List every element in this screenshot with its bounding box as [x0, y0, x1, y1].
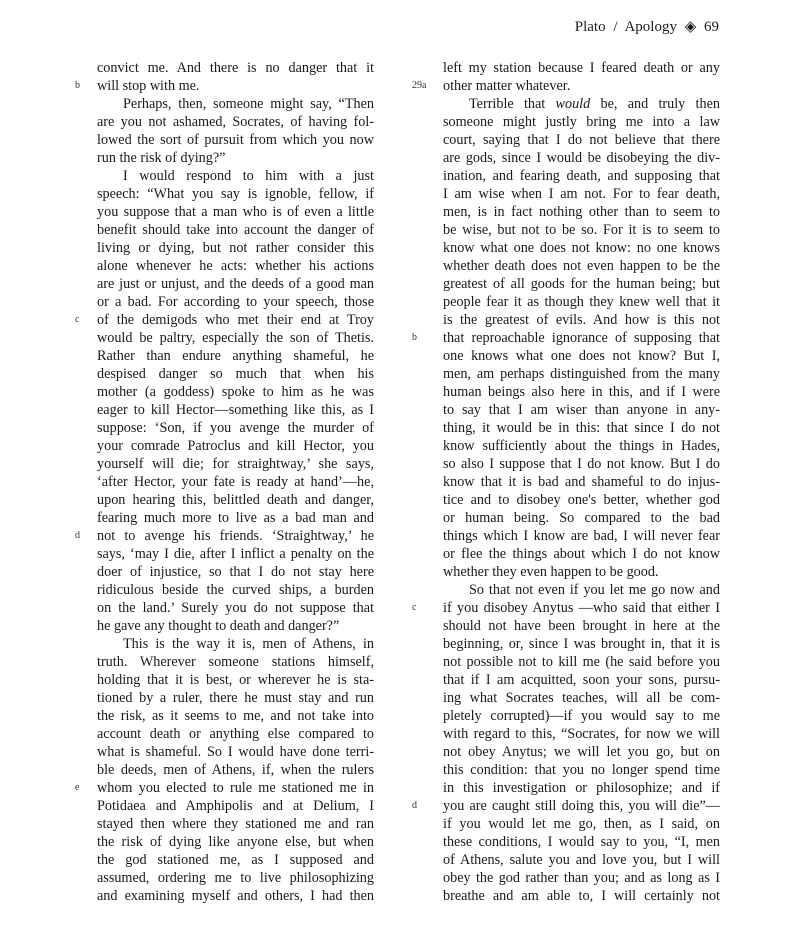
text-line — [97, 437, 374, 455]
text-line — [443, 545, 720, 563]
text-line — [97, 761, 374, 779]
text-line — [97, 113, 374, 131]
text-line — [443, 761, 720, 779]
line-text: ‘after Hector, your fate is ready at hand’—he, — [97, 474, 374, 490]
text-line — [443, 725, 720, 743]
line-text: are you not ashamed, Socrates, of having fol- — [97, 114, 374, 130]
text-line — [443, 743, 720, 761]
line-text: know sufficiently about the things in Hades, — [443, 438, 720, 454]
line-text: living or dying, but not rather consider this — [97, 240, 374, 256]
line-text: is the greatest of evils. And how is this not — [443, 312, 720, 328]
text-line — [443, 221, 720, 239]
line-text: I would respond to him with a just — [123, 168, 374, 184]
text-line — [97, 149, 374, 167]
line-text: So that not even if you let me go now and — [469, 582, 720, 598]
text-line — [443, 851, 720, 869]
line-text: that if I am acquitted, soon your sons, pursu- — [443, 672, 720, 688]
text-line — [97, 491, 374, 509]
text-line — [97, 185, 374, 203]
text-line — [443, 833, 720, 851]
line-text: to say that I am wiser than anyone in any- — [443, 402, 720, 418]
line-text: the risk of dying like anyone else, but when — [97, 834, 374, 850]
line-text: not obey Anytus; we will let you go, but on — [443, 744, 720, 760]
text-line — [443, 509, 720, 527]
text-line — [97, 707, 374, 725]
line-text: your comrade Patroclus and kill Hector, you — [97, 438, 374, 454]
text-line — [97, 671, 374, 689]
line-text: with regard to this, “Socrates, for now we will — [443, 726, 720, 742]
line-text: that reproachable ignorance of supposing that — [443, 330, 720, 346]
line-text: run the risk of dying?” — [97, 150, 226, 166]
text-line — [443, 437, 720, 455]
line-text: Potidaea and Amphipolis and at Delium, I — [97, 798, 374, 814]
line-text: despised danger so much that when his — [97, 366, 374, 382]
line-text: so also I suppose that I do not know. But I do — [443, 456, 720, 472]
line-text: human beings also here in this, and if I were — [443, 384, 720, 400]
line-text: men, am perhaps distinguished from the many — [443, 366, 720, 382]
line-text: suppose: ‘Son, if you avenge the murder of — [97, 420, 374, 436]
text-line — [443, 311, 720, 329]
stephanus-marker: b — [75, 80, 80, 91]
emphasis: would — [555, 96, 591, 112]
line-text: know that it is bad and shameful to do injus- — [443, 474, 720, 490]
line-text: other matter whatever. — [443, 78, 571, 94]
line-text: of the demigods who met their end at Troy — [97, 312, 374, 328]
text-line — [97, 275, 374, 293]
stephanus-marker: 29a — [412, 80, 427, 91]
text-line — [97, 563, 374, 581]
text-line — [412, 599, 720, 617]
text-line — [443, 491, 720, 509]
line-text: or human being. So compared to the bad — [443, 510, 720, 526]
text-line — [97, 653, 374, 671]
line-text: tioned by a ruler, there he must stay and run — [97, 690, 374, 706]
text-line — [97, 221, 374, 239]
right-text-column — [412, 59, 720, 905]
text-line — [97, 59, 374, 77]
text-line — [97, 797, 374, 815]
text-line — [97, 239, 374, 257]
text-line — [97, 383, 374, 401]
text-line — [97, 635, 374, 653]
text-line — [97, 419, 374, 437]
text-line — [443, 239, 720, 257]
text-line — [443, 869, 720, 887]
line-text: mother (a goddess) spoke to him as he was — [97, 384, 374, 400]
line-text: obey the god rather than you; and as long as I — [443, 870, 720, 886]
line-text: one knows what one does not know? But I, — [443, 348, 720, 364]
line-text: and examining myself and others, I had then — [97, 888, 374, 904]
line-text: assumed, ordering me to live philosophizing — [97, 870, 374, 886]
line-text: are gods, since I would be disobeying the div- — [443, 150, 720, 166]
text-line — [443, 203, 720, 221]
text-line — [75, 77, 374, 95]
line-text: court, saying that I do not believe that there — [443, 132, 720, 148]
text-line — [97, 293, 374, 311]
line-text: if you disobey Anytus —who said that either I — [443, 600, 720, 616]
line-text: he gave any thought to death and danger?” — [97, 618, 340, 634]
text-line — [97, 581, 374, 599]
text-line — [97, 455, 374, 473]
text-line — [97, 815, 374, 833]
text-line — [443, 689, 720, 707]
stephanus-marker: e — [75, 782, 80, 793]
line-text: upon hearing this, belittled death and danger, — [97, 492, 374, 508]
line-text: men, is in fact nothing other than to seem to — [443, 204, 720, 220]
text-line — [443, 581, 720, 599]
line-text: fearing much more to live as a bad man and — [97, 510, 374, 526]
line-text: Rather than endure anything shameful, he — [97, 348, 374, 364]
text-line — [443, 779, 720, 797]
header-ornament-icon: ◈ — [684, 19, 697, 35]
text-line — [443, 617, 720, 635]
text-line — [97, 617, 374, 635]
line-text: will stop with me. — [97, 78, 200, 94]
text-line — [97, 887, 374, 905]
line-text: not possible not to kill me (he said before you — [443, 654, 720, 670]
text-line — [75, 311, 374, 329]
line-text: in this investigation or philosophize; and if — [443, 780, 720, 796]
line-text: whom you elected to rule me stationed me in — [97, 780, 374, 796]
text-line — [443, 347, 720, 365]
line-text: Perhaps, then, someone might say, “Then — [123, 96, 374, 112]
text-line — [97, 725, 374, 743]
text-line — [443, 815, 720, 833]
page-number: 69 — [704, 19, 719, 35]
line-text: tice and to disobey one's better, whether god — [443, 492, 720, 508]
line-text: beginning, or, since I was brought in, that it is — [443, 636, 720, 652]
line-text: left my station because I feared death or any — [443, 60, 720, 76]
text-line — [412, 329, 720, 347]
header-work-title: Apology — [624, 19, 677, 35]
stephanus-marker: c — [412, 602, 417, 613]
line-text: whether they even happen to be good. — [443, 564, 659, 580]
text-line — [75, 779, 374, 797]
text-line — [443, 185, 720, 203]
text-line — [97, 743, 374, 761]
text-line — [443, 95, 720, 113]
text-line — [97, 95, 374, 113]
line-text: you are caught still doing this, you will die”— — [443, 798, 720, 814]
text-line — [443, 383, 720, 401]
stephanus-marker: c — [75, 314, 80, 325]
line-text: alone whenever he acts: whether his actions — [97, 258, 374, 274]
text-line — [75, 527, 374, 545]
line-text: know what one does not know: no one knows — [443, 240, 720, 256]
line-text: these conditions, I would say to you, “I, men — [443, 834, 720, 850]
line-text: speech: “What you say is ignoble, fellow, if — [97, 186, 374, 202]
line-text: ridiculous beside the curved ships, a burden — [97, 582, 374, 598]
line-text: people fear it as though they knew well that it — [443, 294, 720, 310]
text-line — [443, 653, 720, 671]
line-text: lowed the sort of pursuit from which you now — [97, 132, 374, 148]
line-text: benefit should take into account the danger of — [97, 222, 374, 238]
line-text: not to avenge his friends. ‘Straightway,’ he — [97, 528, 374, 544]
line-text: breathe and am able to, I will certainly not — [443, 888, 720, 904]
line-text: of Athens, salute you and love you, but I will — [443, 852, 720, 868]
text-line — [443, 419, 720, 437]
line-text: This is the way it is, men of Athens, in — [123, 636, 374, 652]
line-text: ing what Socrates teaches, will all be com- — [443, 690, 720, 706]
line-text: eager to kill Hector—something like this, as I — [97, 402, 374, 418]
running-header — [575, 17, 719, 36]
header-separator: / — [613, 19, 618, 35]
line-text: this condition: that you no longer spend time — [443, 762, 720, 778]
line-text: ination, and fearing death, and supposing that — [443, 168, 720, 184]
text-line — [97, 401, 374, 419]
text-line — [97, 509, 374, 527]
line-text: or a bad. For according to your speech, those — [97, 294, 374, 310]
line-text: are just or unjust, and the deeds of a good man — [97, 276, 374, 292]
text-line — [443, 131, 720, 149]
text-line — [443, 455, 720, 473]
text-line — [443, 707, 720, 725]
text-line — [443, 671, 720, 689]
text-line — [443, 275, 720, 293]
text-line — [443, 113, 720, 131]
text-line — [443, 59, 720, 77]
line-text: convict me. And there is no danger that it — [97, 60, 374, 76]
text-line — [443, 473, 720, 491]
text-line — [97, 203, 374, 221]
line-text: be wise, but not to be so. For it is to seem to — [443, 222, 720, 238]
stephanus-marker: b — [412, 332, 417, 343]
text-line — [443, 365, 720, 383]
text-line — [412, 797, 720, 815]
text-line — [97, 167, 374, 185]
line-text: I am wise when I am not. For to fear death, — [443, 186, 720, 202]
text-line — [443, 527, 720, 545]
line-text: you suppose that a man who is of even a little — [97, 204, 374, 220]
line-text: would be paltry, especially the son of Thetis. — [97, 330, 374, 346]
line-text: what is shameful. So I would have done terri- — [97, 744, 374, 760]
line-text: things which I know are bad, I will never fear — [443, 528, 720, 544]
line-text: Terrible that would be, and truly then — [469, 96, 720, 112]
line-text: greatest of all goods for the human being; but — [443, 276, 720, 292]
line-text: yourself will die; for straightway,’ she says, — [97, 456, 374, 472]
line-text: holding that it is best, or wherever he is sta- — [97, 672, 374, 688]
line-text: should not have been brought in here at the — [443, 618, 720, 634]
text-line — [97, 473, 374, 491]
text-line — [97, 689, 374, 707]
header-author: Plato — [574, 19, 606, 35]
line-text: if you would let me go, then, as I said, on — [443, 816, 720, 832]
text-line — [443, 149, 720, 167]
line-text: account death or anything else compared to — [97, 726, 374, 742]
text-line — [97, 257, 374, 275]
line-text: truth. Wherever someone stations himself, — [97, 654, 374, 670]
text-line — [97, 869, 374, 887]
line-text: pletely corrupted)—if you would say to me — [443, 708, 720, 724]
line-text: or flee the things about which I do not know — [443, 546, 720, 562]
line-text: on the land.’ Surely you do not suppose that — [97, 600, 374, 616]
text-line — [443, 887, 720, 905]
text-line — [443, 257, 720, 275]
stephanus-marker: d — [75, 530, 80, 541]
text-line — [443, 563, 720, 581]
text-line — [97, 545, 374, 563]
text-line — [443, 635, 720, 653]
text-line — [443, 293, 720, 311]
text-line — [97, 599, 374, 617]
line-text: the risk, as it seems to me, and not take into — [97, 708, 374, 724]
stephanus-marker: d — [412, 800, 417, 811]
line-text: someone might justly bring me into a law — [443, 114, 720, 130]
text-line — [412, 77, 720, 95]
text-line — [97, 347, 374, 365]
text-line — [443, 167, 720, 185]
text-line — [443, 401, 720, 419]
line-text: stayed then where they stationed me and ran — [97, 816, 374, 832]
line-text: doer of injustice, so that I do not stay here — [97, 564, 374, 580]
text-line — [97, 329, 374, 347]
line-text: the god stationed me, as I supposed and — [97, 852, 374, 868]
text-line — [97, 851, 374, 869]
line-text: says, ‘may I die, after I inflict a penalty on the — [97, 546, 374, 562]
text-line — [97, 131, 374, 149]
text-line — [97, 833, 374, 851]
line-text: ble deeds, men of Athens, if, when the rulers — [97, 762, 374, 778]
line-text: thing, it would be in this: that since I do not — [443, 420, 720, 436]
text-line — [97, 365, 374, 383]
left-text-column — [75, 59, 374, 905]
line-text: whether death does not even happen to be the — [443, 258, 720, 274]
